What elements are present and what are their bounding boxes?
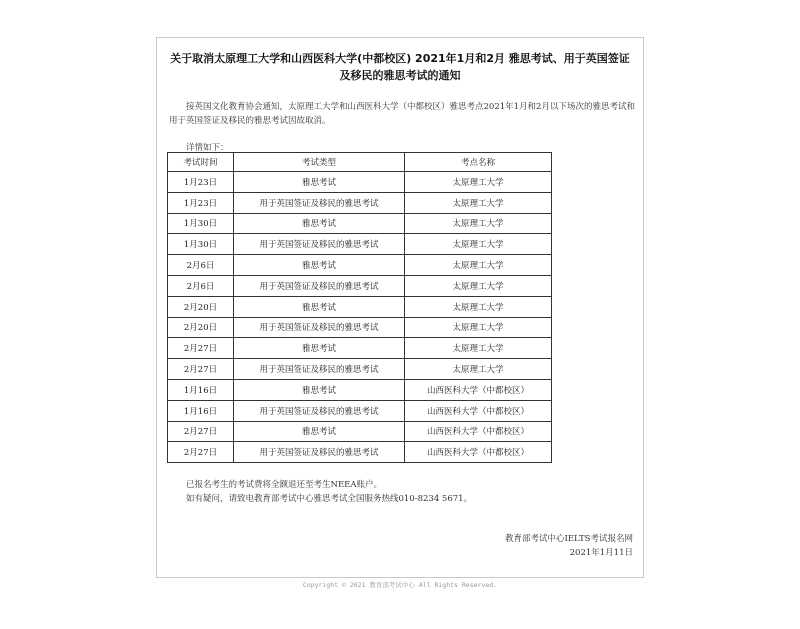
cell-test-center: 太原理工大学 — [405, 338, 552, 359]
table-row — [168, 172, 552, 193]
header-exam-date: 考试时间 — [168, 153, 234, 172]
cell-exam-date: 1月23日 — [168, 192, 234, 213]
cell-exam-date: 2月27日 — [168, 421, 234, 442]
signature — [505, 532, 633, 560]
cell-exam-date: 2月20日 — [168, 317, 234, 338]
header-test-center: 考点名称 — [405, 153, 552, 172]
cell-test-center: 太原理工大学 — [405, 296, 552, 317]
notice-title: 关于取消太原理工大学和山西医科大学(中都校区) 2021年1月和2月 雅思考试、用于英国签证及移民的雅思考试的通知 — [170, 52, 630, 82]
table-row — [168, 338, 552, 359]
table-row — [168, 275, 552, 296]
cell-exam-type: 雅思考试 — [234, 421, 405, 442]
notice-intro: 接英国文化教育协会通知，太原理工大学和山西医科大学（中都校区）雅思考点2021年1月和2月以下场次的雅思考试和用于英国签证及移民的雅思考试因故取消。 — [169, 102, 635, 126]
footnotes — [186, 478, 472, 506]
table-row — [168, 421, 552, 442]
table-row — [168, 296, 552, 317]
cell-exam-date: 1月16日 — [168, 400, 234, 421]
cell-exam-date: 2月27日 — [168, 359, 234, 380]
details-label: 详情如下： — [186, 143, 229, 153]
signature-org: 教育部考试中心IELTS考试报名网 — [504, 534, 633, 544]
table-header-row — [168, 153, 552, 172]
signature-date: 2021年1月11日 — [569, 548, 633, 558]
cancellation-table — [167, 152, 552, 463]
cell-exam-type: 用于英国签证及移民的雅思考试 — [234, 359, 405, 380]
cell-exam-type: 雅思考试 — [234, 255, 405, 276]
copyright-footer: Copyright © 2021 教育部考试中心 All Rights Reserved. — [302, 581, 498, 589]
cell-exam-type: 雅思考试 — [234, 172, 405, 193]
cell-exam-date: 2月6日 — [168, 255, 234, 276]
cell-exam-date: 2月27日 — [168, 442, 234, 463]
cell-test-center: 太原理工大学 — [405, 234, 552, 255]
contact-note: 如有疑问，请致电教育部考试中心雅思考试全国服务热线010-8234 5671。 — [186, 494, 473, 504]
cell-test-center: 太原理工大学 — [405, 255, 552, 276]
table-row — [168, 359, 552, 380]
table-row — [168, 379, 552, 400]
refund-note: 已报名考生的考试费将全额退还至考生NEEA账户。 — [186, 480, 382, 490]
cell-exam-type: 用于英国签证及移民的雅思考试 — [234, 234, 405, 255]
table-row — [168, 442, 552, 463]
cell-test-center: 山西医科大学（中都校区） — [405, 442, 552, 463]
cell-exam-date: 2月20日 — [168, 296, 234, 317]
cell-exam-date: 1月30日 — [168, 213, 234, 234]
cell-exam-type: 雅思考试 — [234, 379, 405, 400]
cell-test-center: 太原理工大学 — [405, 275, 552, 296]
cell-exam-type: 雅思考试 — [234, 338, 405, 359]
cell-exam-type: 用于英国签证及移民的雅思考试 — [234, 275, 405, 296]
header-exam-type: 考试类型 — [234, 153, 405, 172]
cell-test-center: 太原理工大学 — [405, 317, 552, 338]
table-row — [168, 234, 552, 255]
cell-exam-date: 1月16日 — [168, 379, 234, 400]
cell-test-center: 太原理工大学 — [405, 192, 552, 213]
cell-exam-type: 雅思考试 — [234, 296, 405, 317]
cell-exam-date: 1月23日 — [168, 172, 234, 193]
cell-test-center: 山西医科大学（中都校区） — [405, 379, 552, 400]
cell-exam-type: 用于英国签证及移民的雅思考试 — [234, 442, 405, 463]
table-row — [168, 400, 552, 421]
cell-test-center: 太原理工大学 — [405, 213, 552, 234]
table-row — [168, 255, 552, 276]
cell-test-center: 山西医科大学（中都校区） — [405, 400, 552, 421]
cell-exam-date: 2月27日 — [168, 338, 234, 359]
table-row — [168, 192, 552, 213]
cell-exam-type: 用于英国签证及移民的雅思考试 — [234, 192, 405, 213]
cell-exam-type: 用于英国签证及移民的雅思考试 — [234, 400, 405, 421]
cell-exam-date: 1月30日 — [168, 234, 234, 255]
cell-exam-type: 用于英国签证及移民的雅思考试 — [234, 317, 405, 338]
cell-exam-date: 2月6日 — [168, 275, 234, 296]
cell-exam-type: 雅思考试 — [234, 213, 405, 234]
table-row — [168, 317, 552, 338]
table-row — [168, 213, 552, 234]
cell-test-center: 山西医科大学（中都校区） — [405, 421, 552, 442]
notice-page — [156, 37, 644, 578]
cell-test-center: 太原理工大学 — [405, 172, 552, 193]
cell-test-center: 太原理工大学 — [405, 359, 552, 380]
